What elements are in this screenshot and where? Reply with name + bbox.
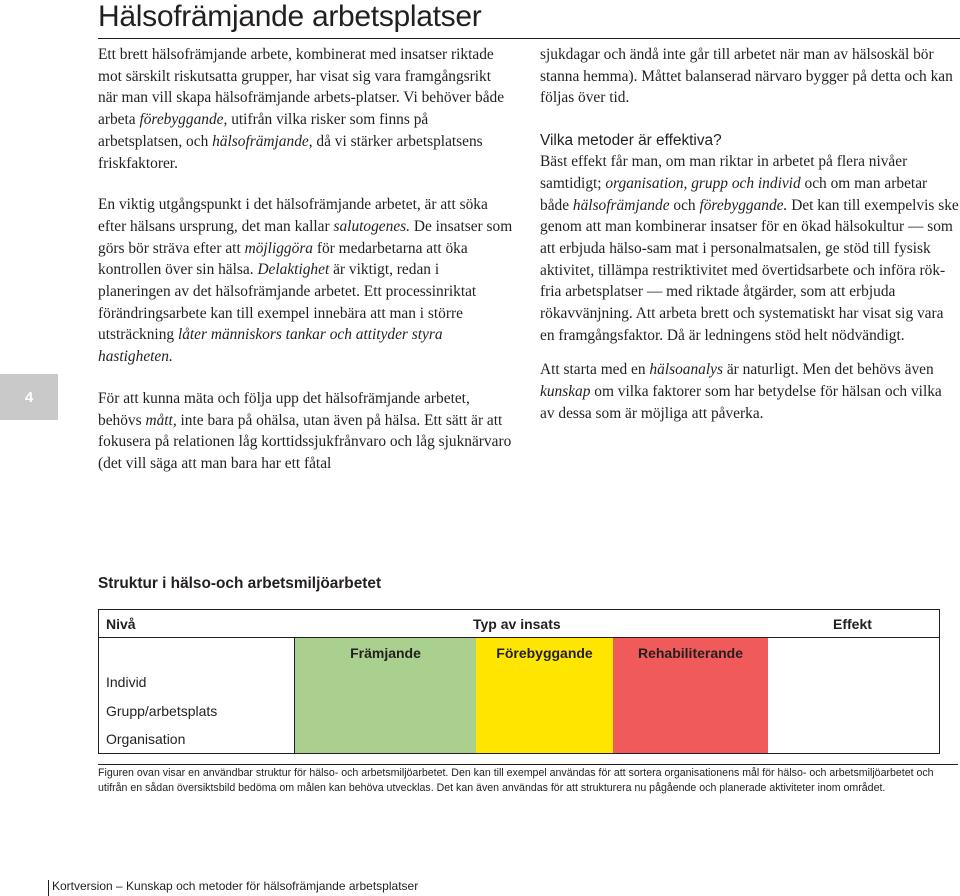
figure-caption: Figuren ovan visar en användbar struktur för hälso- och arbetsmiljöarbetet. Den kan till exempel användas för att sortera organisationens mål för hälso- och arbetsmiljöarbetet och utifrån en sådan översiktsbild bedöma om målen kan behöva utvecklas. Det kan även användas för att strukturera nu pågående och planerade aktiviteter inom området. [98,767,934,794]
red-cell [613,667,768,696]
red-cell [613,696,768,725]
empty-cell [768,667,940,696]
emphasis: låter människors tankar och attityder styra hastigheten. [98,326,443,366]
left-column [98,44,513,475]
text-run: är naturligt. Men det behövs även [722,361,934,379]
text-run: om vilka faktorer som har betydelse för hälsan och vilka av dessa som är möjliga att påverka. [540,383,942,422]
emphasis: möjliggöra [244,239,314,257]
page-title: Hälsofrämjande arbetsplatser [98,0,482,33]
red-cell [613,725,768,754]
table-header-row [98,609,940,638]
caption-rule [98,764,958,765]
table-row [98,667,940,696]
right-paragraph-2 [540,151,960,346]
right-paragraph-3 [540,359,960,424]
table-title: Struktur i hälso-och arbetsmiljöarbetet [98,575,382,592]
section-heading: Vilka metoder är effektiva? [540,132,722,150]
table-row [98,725,940,754]
subheader-rehabilitating [613,638,768,667]
emphasis: mått, [145,411,177,429]
title-rule [98,38,960,39]
subheader-promoting [295,638,476,667]
left-paragraph-3 [98,388,513,475]
row-label [98,725,295,754]
footer-rule [48,880,49,896]
green-cell [295,725,476,754]
header-effect: Effekt [833,615,872,632]
text-run: En viktig utgångspunkt i det hälsofrämjande arbetet, är att söka efter hälsans ursprung, det man kallar [98,196,488,235]
row-label-text: Individ [106,673,147,690]
text-run: , då vi stärker arbetsplatsens friskfaktorer. [98,132,483,172]
green-cell [295,667,476,696]
text-run: Ett brett hälsofrämjande arbete, kombinerat med insatser riktade mot särskilt riskutsatta grupper, har visat sig vara framgångsrikt när man vill skapa hälsofrämjande arbets-platser. Vi behöver både arbeta [98,46,505,129]
text-run: och om man arbetar både [540,174,928,214]
text-run: för medarbetarna att öka kontrollen över sin hälsa. [98,239,468,279]
text-run: inte bara på ohälsa, utan även på hälsa. Ett sätt är att fokusera på relationen låg korttidssjukfrånvaro och låg sjuknärvaro (det vill säga att man bara har ett fåtal [98,411,512,472]
row-label [98,696,295,725]
empty-cell [768,696,940,725]
yellow-cell [476,725,613,754]
table-row [98,696,940,725]
left-paragraph-2 [98,194,513,368]
text-run: Att starta med en [540,361,650,379]
text-run: De insatser som görs bör sträva efter att [98,217,513,257]
empty-cell [768,638,940,667]
emphasis: salutogenes. [333,217,411,235]
page-footer: Kortversion – Kunskap och metoder för hälsofrämjande arbetsplatser [52,879,419,893]
header-type: Typ av insats [473,615,561,632]
text-run: är viktigt, redan i planeringen av det hälsofrämjande arbetet. Ett processinriktat förändringsarbete kan till exempel innebära att man i större utsträckning [98,261,477,344]
text-run: och [669,196,700,214]
row-label [98,667,295,696]
yellow-cell [476,667,613,696]
text-run: För att kunna mäta och följa upp det hälsofrämjande arbetet, behövs [98,389,470,429]
subheader-label: Förebyggande [496,644,593,661]
right-column [540,44,960,425]
emphasis: kunskap [540,383,591,401]
right-paragraph-1: sjukdagar och ändå inte går till arbetet när man av hälsoskäl bör stanna hemma). Måttet balanserad närvaro bygger på detta och kan följas över tid. [540,46,953,107]
text-run: Bäst effekt får man, om man riktar in arbetet på flera nivåer samtidigt; [540,153,908,192]
emphasis: förebyggande. [699,196,788,214]
yellow-cell [476,696,613,725]
empty-cell [98,638,295,667]
text-run: , utifrån vilka risker som finns på arbetsplatsen, och [98,111,429,150]
emphasis: hälsofrämjande [572,196,670,214]
empty-cell [768,725,940,754]
table-subheader-row [98,638,940,667]
subheader-label: Rehabiliterande [637,644,744,661]
emphasis: Delaktighet [257,261,330,279]
left-paragraph-1 [98,44,513,174]
structure-table [98,609,940,754]
emphasis: förebyggande [139,111,224,129]
emphasis: hälsofrämjande [212,132,309,150]
emphasis: hälsoanalys [649,361,723,379]
header-level: Nivå [106,615,136,632]
text-run: Det kan till exempelvis ske genom att man kombinerar insatser för en ökad hälsokultur — som att erbjuda hälso-sam mat i personalmatsalen, ge stöd till fysisk aktivitet, tillämpa restriktivitet med övertidsarbete och införa rök-fria arbetsplatser — med riktade åtgärder, som att erbjuda rökavvänjning. Att arbeta brett och systematiskt har visat sig vara en framgångsfaktor. Då är ledningens stöd helt nödvändigt. [540,196,959,344]
row-label-text: Grupp/arbetsplats [106,702,218,719]
page-number: 4 [24,388,34,406]
subheader-preventive [476,638,613,667]
emphasis: organisation, grupp och individ [605,174,801,192]
green-cell [295,696,476,725]
subheader-label: Främjande [350,644,421,661]
row-label-text: Organisation [106,731,186,747]
page-number-tab [0,374,58,420]
